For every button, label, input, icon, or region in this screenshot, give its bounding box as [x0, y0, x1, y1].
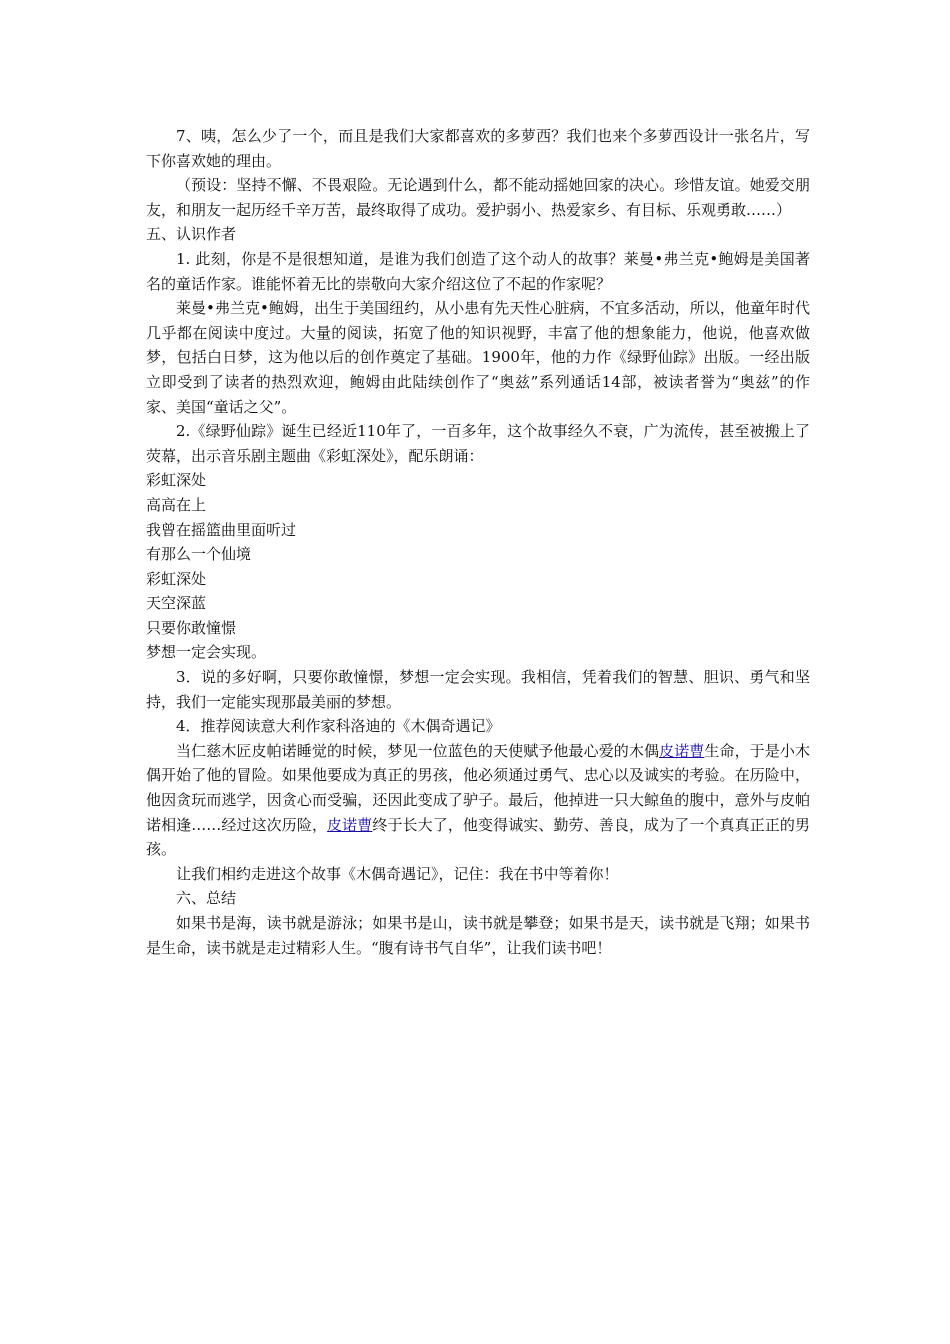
pinocchio-text-3: 终于长大了，他变得诚实、勤劳、善良，成为了一个真真正正的男孩。 — [146, 815, 810, 859]
poem-line: 有那么一个仙境 — [146, 545, 252, 564]
pinocchio-link[interactable]: 皮诺曹 — [659, 741, 705, 760]
author-bio: 莱曼•弗兰克•鲍姆，出生于美国纽约，从小患有先天性心脏病，不宜多活动，所以，他童年时代几乎都在阅读中度过。大量的阅读，拓宽了他的知识视野，丰富了他的想象能力，他说，他喜欢做梦，包括白日梦，这为他以后的创作奠定了基础。1900年，他的力作《绿野仙踪》出版。一经出版立即受到了读者的热烈欢迎，鲍姆由此陆续创作了“奥兹”系列通话14部，被读者誉为“奥兹”的作家、美国“童话之父”。 — [146, 299, 810, 416]
preset-answer: （预设：坚持不懈、不畏艰险。无论遇到什么，都不能动摇她回家的决心。珍惜友谊。她爱交朋友，和朋友一起历经千辛万苦，最终取得了成功。爱护弱小、热爱家乡、有目标、乐观勇敢……） — [146, 176, 810, 219]
question-7: 7、咦，怎么少了一个，而且是我们大家都喜欢的多萝西？我们也来个多萝西设计一张名片，写下你喜欢她的理由。 — [146, 127, 810, 170]
pinocchio-summary — [146, 739, 810, 862]
author-item-1: 1. 此刻，你是不是很想知道，是谁为我们创造了这个动人的故事？莱曼•弗兰克•鲍姆是美国著名的童话作家。谁能怀着无比的崇敬向大家介绍这位了不起的作家呢？ — [146, 249, 810, 293]
poem-line: 只要你敢憧憬 — [146, 618, 237, 637]
pinocchio-text-1: 当仁慈木匠皮帕诺睡觉的时候，梦见一位蓝色的天使赋予他最心爱的木偶 — [176, 741, 660, 760]
pinocchio-text-2: 生命，于是小木偶开始了他的冒险。如果他要成为真正的男孩，他必须通过勇气、忠心以及诚实的考验。在历险中，他因贪玩而逃学，因贪心而受骗，还因此变成了驴子。最后，他掉进一只大鲸鱼的腹中，意外与皮帕诺相逢……经过这次历险， — [146, 741, 810, 834]
poem-line: 我曾在摇篮曲里面听过 — [146, 520, 297, 539]
poem-line: 天空深蓝 — [146, 594, 207, 613]
poem-line: 彩虹深处 — [146, 471, 207, 490]
author-item-2: 2.《绿野仙踪》诞生已经近110年了，一百多年，这个故事经久不衰，广为流传，甚至被搬上了荧幕，出示音乐剧主题曲《彩虹深处》，配乐朗诵： — [146, 422, 810, 465]
section-heading-summary: 六、总结 — [176, 889, 237, 908]
section-heading-author: 五、认识作者 — [146, 225, 237, 244]
pinocchio-link[interactable]: 皮诺曹 — [327, 815, 373, 834]
reading-invitation: 让我们相约走进这个故事《木偶奇遇记》，记住：我在书中等着你！ — [176, 864, 619, 883]
poem-line: 高高在上 — [146, 495, 207, 514]
author-item-3: 3．说的多好啊，只要你敢憧憬，梦想一定会实现。我相信，凭着我们的智慧、胆识、勇气和坚持，我们一定能实现那最美丽的梦想。 — [146, 668, 810, 711]
summary-text: 如果书是海，读书就是游泳；如果书是山，读书就是攀登；如果书是天，读书就是飞翔；如果书是生命，读书就是走过精彩人生。“腹有诗书气自华”，让我们读书吧！ — [146, 914, 810, 957]
poem-line: 彩虹深处 — [146, 569, 207, 588]
document-body — [146, 124, 810, 960]
author-item-4: 4．推荐阅读意大利作家科洛迪的《木偶奇遇记》 — [176, 717, 501, 736]
poem-line: 梦想一定会实现。 — [146, 643, 267, 662]
poem — [146, 468, 810, 665]
